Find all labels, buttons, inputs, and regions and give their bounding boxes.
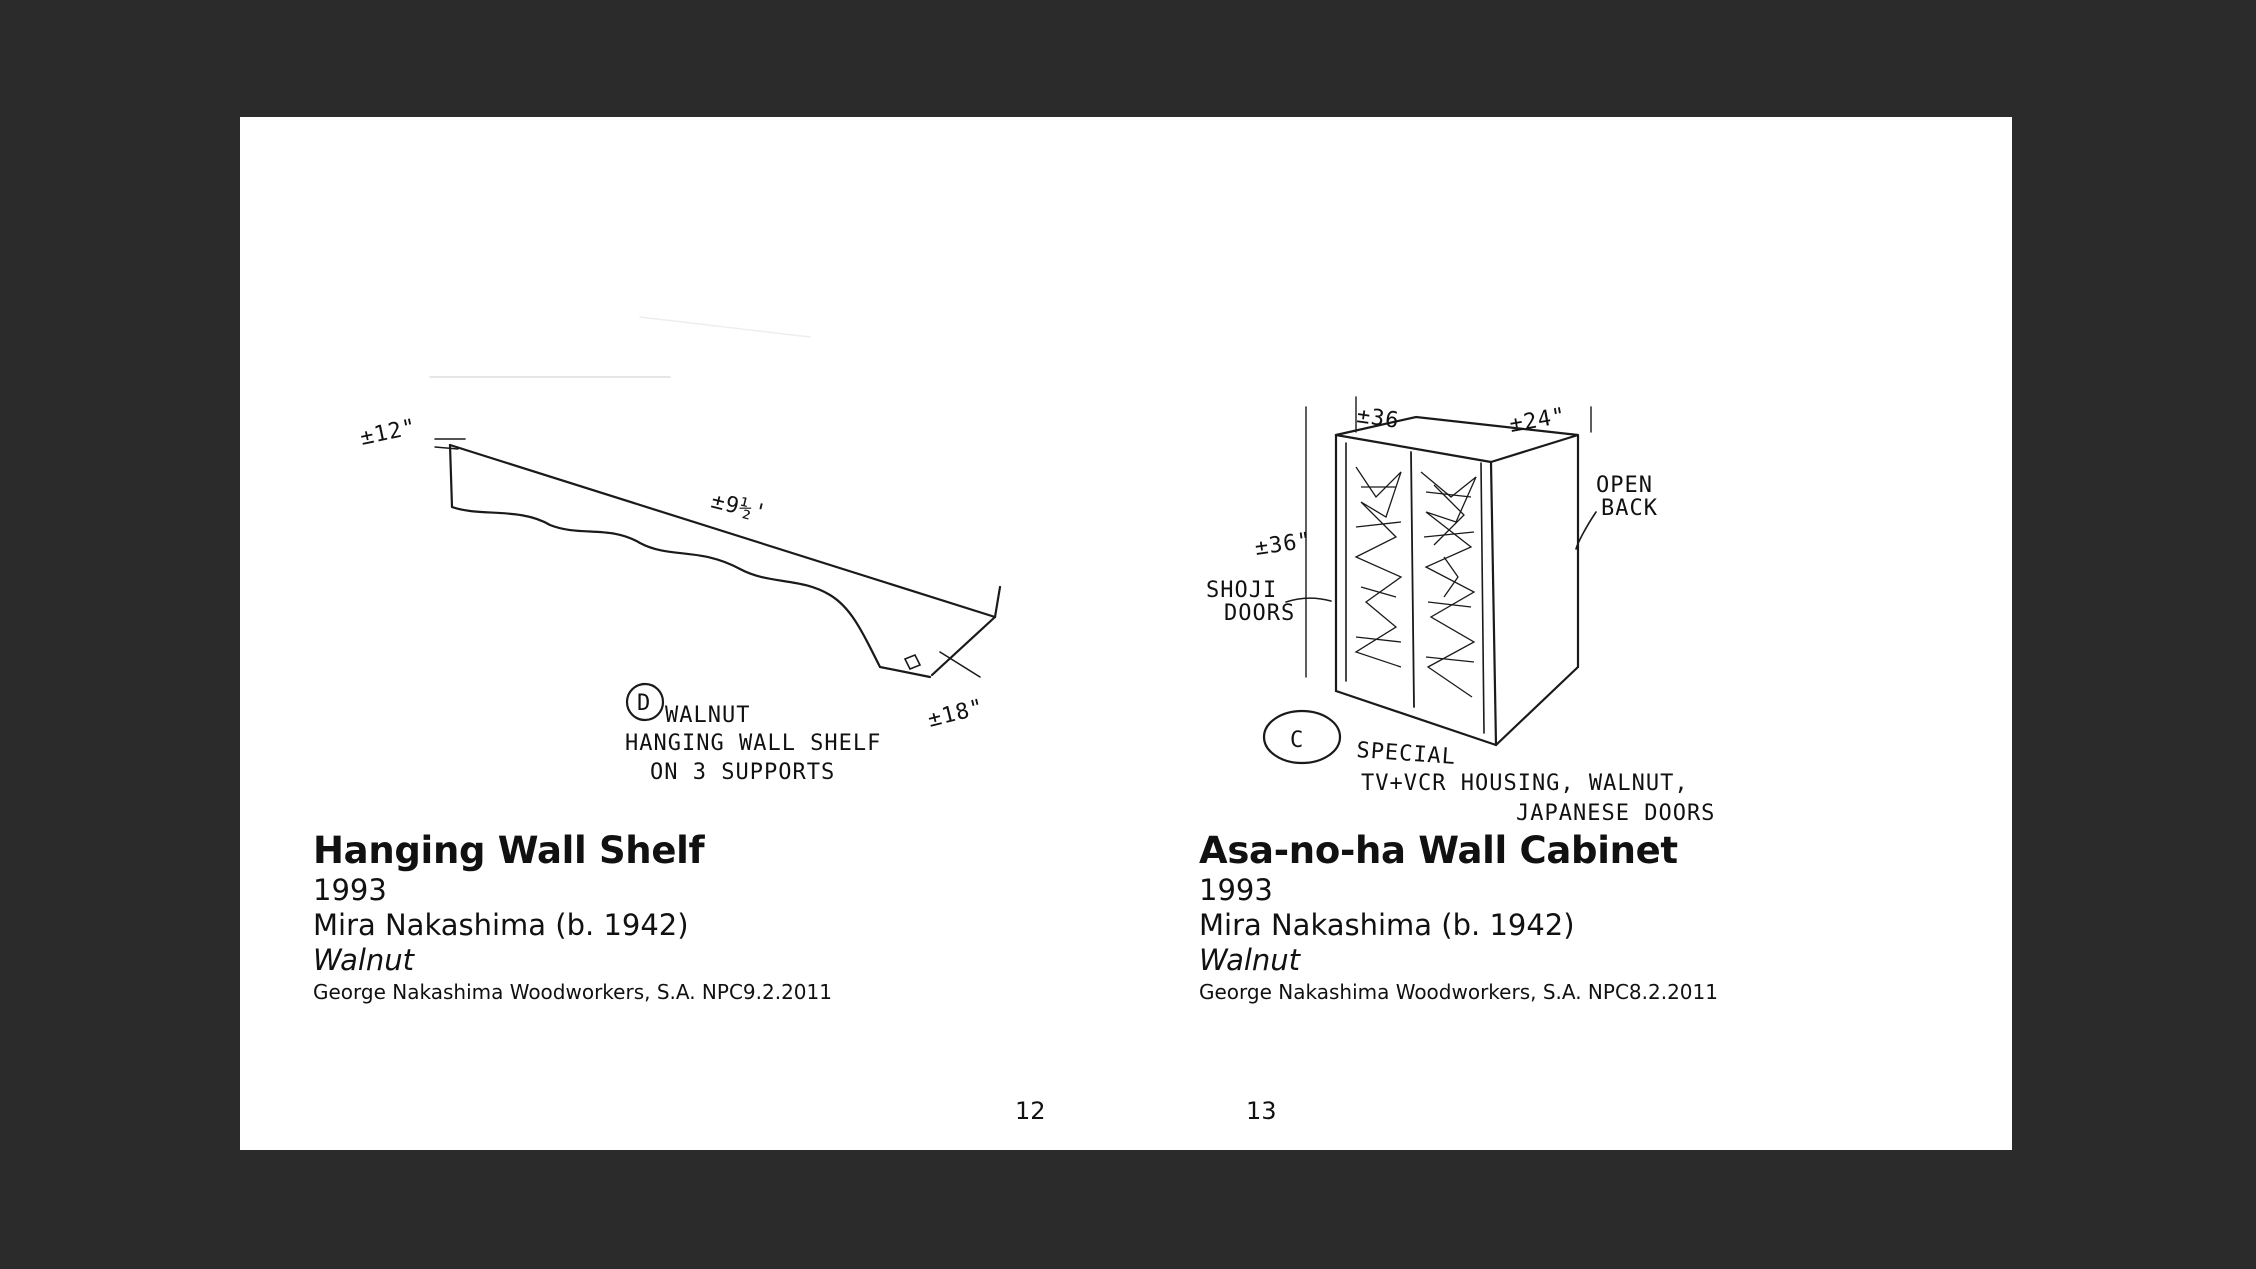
artwork-credit: George Nakashima Woodworkers, S.A. NPC8.2.2011 bbox=[1199, 980, 1718, 1004]
sketch-note-line-2: TV+VCR HOUSING, WALNUT, bbox=[1361, 771, 1689, 796]
open-back-note-2: BACK bbox=[1601, 496, 1658, 521]
sketch-note-line-3: ON 3 SUPPORTS bbox=[650, 760, 836, 785]
artwork-artist: Mira Nakashima (b. 1942) bbox=[313, 908, 689, 942]
artwork-title: Asa-no-ha Wall Cabinet bbox=[1199, 829, 1678, 872]
artwork-credit: George Nakashima Woodworkers, S.A. NPC9.2.2011 bbox=[313, 980, 832, 1004]
dimension-length-note: ±9½' bbox=[708, 488, 770, 527]
shoji-note-1: SHOJI bbox=[1206, 578, 1278, 603]
dimension-height-note: ±12" bbox=[358, 414, 419, 451]
open-back-note-1: OPEN bbox=[1596, 473, 1653, 498]
artwork-year: 1993 bbox=[313, 873, 387, 907]
sketch-note-line-1: SPECIAL bbox=[1355, 738, 1457, 770]
sketch-note-line-3: JAPANESE DOORS bbox=[1516, 801, 1716, 826]
artwork-title: Hanging Wall Shelf bbox=[313, 829, 705, 872]
page-number: 12 bbox=[1015, 1097, 1046, 1125]
artwork-year: 1993 bbox=[1199, 873, 1273, 907]
artwork-material: Walnut bbox=[1199, 943, 1301, 977]
sketch-note-line-1: WALNUT bbox=[665, 703, 751, 728]
dimension-depth-note: ±24" bbox=[1507, 403, 1569, 438]
artwork-caption bbox=[313, 829, 832, 1006]
artwork-caption bbox=[1199, 829, 1718, 1006]
page-left bbox=[240, 117, 1126, 1150]
artwork-artist: Mira Nakashima (b. 1942) bbox=[1199, 908, 1575, 942]
shoji-note-2: DOORS bbox=[1224, 601, 1296, 626]
hanging-wall-shelf-sketch bbox=[340, 207, 1020, 847]
page-right bbox=[1126, 117, 2012, 1150]
sketch-marker-c: C bbox=[1290, 728, 1305, 753]
sketch-note-line-2: HANGING WALL SHELF bbox=[625, 731, 882, 756]
artwork-material: Walnut bbox=[313, 943, 415, 977]
asa-no-ha-cabinet-sketch bbox=[1206, 257, 1846, 897]
dimension-depth-note: ±18" bbox=[925, 694, 987, 733]
page-number: 13 bbox=[1246, 1097, 1277, 1125]
dimension-width-note: ±36 bbox=[1355, 403, 1401, 434]
book-spread bbox=[240, 117, 2012, 1150]
sketch-marker-d: D bbox=[637, 691, 652, 716]
dimension-height-note: ±36" bbox=[1253, 528, 1314, 561]
